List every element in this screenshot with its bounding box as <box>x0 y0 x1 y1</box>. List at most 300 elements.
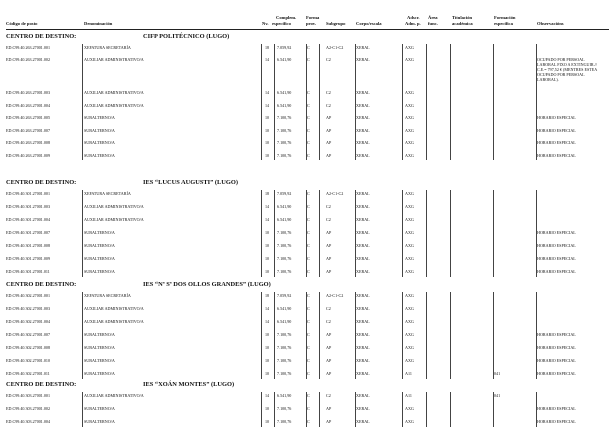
cell-nivel: 14 <box>265 393 270 398</box>
header-subgrupo: Subgrupo <box>326 21 346 26</box>
cell-complemento: 7.100,76 <box>277 370 292 376</box>
cell-subgrupo: C2 <box>326 305 331 311</box>
cell-observacions: HORARIO ESPECIAL <box>537 140 576 146</box>
cell-nivel: 14 <box>265 90 270 96</box>
cell-adscr: AXG <box>405 242 414 248</box>
column-divider <box>493 292 494 379</box>
cell-adscr: A11 <box>405 393 412 398</box>
cell-denominacion: SUBALTERNO/A <box>84 268 115 274</box>
cell-observacions: HORARIO ESPECIAL <box>537 357 576 363</box>
cell-corpo: XERAL <box>356 305 370 311</box>
column-divider <box>306 292 307 379</box>
table-row <box>6 419 609 431</box>
cell-nivel: 18 <box>265 293 270 298</box>
cell-codigo: ED.C99.40.303.27001.002 <box>6 405 51 411</box>
column-divider <box>319 292 320 379</box>
header-complemento-2: específico <box>272 21 291 26</box>
cell-forma: C <box>307 229 310 235</box>
cell-adscr: AXG <box>405 318 414 324</box>
cell-codigo: ED.C99.40.302.27001.010 <box>6 357 51 363</box>
cell-denominacion: AUXILIAR ADMINISTRATIVO/A <box>84 318 144 324</box>
cell-nivel: 10 <box>265 127 270 133</box>
cell-denominacion: SUBALTERNO/A <box>84 331 115 337</box>
cell-corpo: XERAL <box>356 203 370 209</box>
cell-nivel: 18 <box>265 191 270 196</box>
column-divider <box>536 190 537 277</box>
cell-codigo: ED.C99.40.301.27001.001 <box>6 191 51 196</box>
cell-forma: C <box>307 203 310 209</box>
cell-denominacion: AUXILIAR ADMINISTRATIVO/A <box>84 203 144 209</box>
cell-complemento: 7.100,76 <box>277 140 292 146</box>
cell-subgrupo: C2 <box>326 203 331 209</box>
column-divider <box>450 292 451 379</box>
cell-corpo: XERAL <box>356 318 370 324</box>
column-divider <box>274 190 275 277</box>
cell-nivel: 10 <box>265 357 270 363</box>
cell-forma: C <box>307 305 310 311</box>
cell-forma: C <box>307 115 310 121</box>
column-divider <box>261 392 262 427</box>
table-row <box>6 269 609 281</box>
cell-subgrupo: A2-C1-C2 <box>326 45 344 50</box>
cell-subgrupo: AP <box>326 418 332 424</box>
cell-adscr: AXG <box>405 203 414 209</box>
cell-complemento: 6.541,90 <box>277 393 292 398</box>
cell-codigo: ED.C99.40.302.27001.004 <box>6 318 51 324</box>
cell-nivel: 10 <box>265 115 270 121</box>
table-row <box>6 191 609 203</box>
cell-corpo: XERAL <box>356 229 370 235</box>
header-forma-2: prov. <box>306 21 316 26</box>
cell-adscr: AXG <box>405 90 414 96</box>
column-divider <box>402 44 403 160</box>
column-divider <box>536 292 537 379</box>
cell-denominacion: AUXILIAR ADMINISTRATIVO/A <box>84 57 144 63</box>
cell-denominacion: SUBALTERNO/A <box>84 152 115 158</box>
header-titulacion-2: académica <box>452 21 473 26</box>
cell-nivel: 10 <box>265 255 270 261</box>
cell-codigo: ED.C99.40.302.27001.008 <box>6 344 51 350</box>
cell-denominacion: AUXILIAR ADMINISTRATIVO/A <box>84 216 144 222</box>
cell-nivel: 10 <box>265 370 270 376</box>
cell-codigo: ED.C99.40.301.27001.007 <box>6 229 51 235</box>
cell-adscr: AXG <box>405 102 414 108</box>
cell-subgrupo: C2 <box>326 216 331 222</box>
section-label: CENTRO DE DESTINO: <box>6 281 77 288</box>
cell-corpo: XERAL <box>356 370 370 376</box>
cell-complemento: 6.541,90 <box>277 216 292 222</box>
cell-adscr: AXG <box>405 293 414 298</box>
cell-complemento: 6.541,90 <box>277 318 292 324</box>
cell-denominacion: SUBALTERNO/A <box>84 242 115 248</box>
cell-adscr: AXG <box>405 405 414 411</box>
header-codigo: Código de posto <box>6 21 38 26</box>
cell-codigo: ED.C99.40.303.27001.004 <box>6 418 51 424</box>
table-row <box>6 393 609 405</box>
column-divider <box>319 190 320 277</box>
cell-denominacion: AUXILIAR ADMINISTRATIVO/A <box>84 102 144 108</box>
cell-forma: C <box>307 216 310 222</box>
cell-corpo: XERAL <box>356 331 370 337</box>
table-row <box>6 103 609 115</box>
cell-complemento: 7.100,76 <box>277 344 292 350</box>
section-heading <box>6 381 235 388</box>
table-row <box>6 293 609 305</box>
cell-corpo: XERAL <box>356 216 370 222</box>
cell-adscr: AXG <box>405 152 414 158</box>
cell-forma: C <box>307 293 310 298</box>
cell-subgrupo: AP <box>326 370 332 376</box>
cell-denominacion: SUBALTERNO/A <box>84 140 115 146</box>
column-divider <box>450 190 451 277</box>
cell-nivel: 10 <box>265 152 270 158</box>
cell-subgrupo: C2 <box>326 318 331 324</box>
cell-corpo: XERAL <box>356 90 370 96</box>
cell-nivel: 14 <box>265 102 270 108</box>
cell-subgrupo: A2-C1-C2 <box>326 293 344 298</box>
cell-denominacion: XEFATURA SECRETARÍA <box>84 191 131 196</box>
cell-adscr: AXG <box>405 305 414 311</box>
cell-corpo: XERAL <box>356 242 370 248</box>
cell-forma: C <box>307 90 310 96</box>
cell-formacion: 041 <box>494 393 501 398</box>
cell-adscr: AXG <box>405 255 414 261</box>
cell-forma: C <box>307 127 310 133</box>
cell-corpo: XERAL <box>356 57 370 63</box>
cell-adscr: AXG <box>405 229 414 235</box>
cell-codigo: ED.C99.40.303.27001.001 <box>6 393 51 398</box>
cell-forma: C <box>307 370 310 376</box>
column-divider <box>319 392 320 427</box>
cell-observacions: HORARIO ESPECIAL <box>537 405 576 411</box>
cell-codigo: ED.C99.40.263.27001.003 <box>6 90 51 96</box>
cell-forma: C <box>307 140 310 146</box>
cell-observacions: HORARIO ESPECIAL <box>537 152 576 158</box>
cell-forma: C <box>307 405 310 411</box>
cell-subgrupo: AP <box>326 405 332 411</box>
cell-subgrupo: C2 <box>326 57 331 63</box>
section-centro: IES “Nª Sª DOS OLLOS GRANDES” (LUGO) <box>143 281 271 288</box>
cell-complemento: 6.541,90 <box>277 305 292 311</box>
cell-codigo: ED.C99.40.263.27001.008 <box>6 140 51 146</box>
cell-codigo: ED.C99.40.263.27001.002 <box>6 57 51 63</box>
column-divider <box>493 44 494 160</box>
cell-adscr: AXG <box>405 418 414 424</box>
cell-complemento: 6.541,90 <box>277 57 292 63</box>
cell-forma: C <box>307 268 310 274</box>
header-area-1: Área <box>428 15 438 20</box>
cell-forma: C <box>307 102 310 108</box>
header-formacion-1: Formación <box>494 15 516 20</box>
cell-observacions: HORARIO ESPECIAL <box>537 331 576 337</box>
column-divider <box>261 44 262 160</box>
cell-complemento: 7.059,92 <box>277 45 292 50</box>
cell-nivel: 14 <box>265 318 270 324</box>
table-row <box>6 243 609 255</box>
header-rule <box>6 29 609 30</box>
cell-complemento: 7.100,76 <box>277 255 292 261</box>
cell-complemento: 7.100,76 <box>277 127 292 133</box>
cell-codigo: ED.C99.40.302.27001.007 <box>6 331 51 337</box>
cell-forma: C <box>307 191 310 196</box>
cell-complemento: 7.059,92 <box>277 293 292 298</box>
column-divider <box>426 392 427 427</box>
cell-forma: C <box>307 242 310 248</box>
cell-observacions: OCUPADO POR PERSOAL LABORAL FIXO A EXTINGUIR.// C.E.= 797,52 € (MENTRES ESTEA OCUPADO POR PERSOAL LABORAL). <box>537 57 597 83</box>
cell-denominacion: SUBALTERNO/A <box>84 127 115 133</box>
cell-forma: C <box>307 393 310 398</box>
header-adscr-1: Adscr. <box>407 15 420 20</box>
header-observacions: Observacións <box>537 21 564 26</box>
table-row <box>6 406 609 418</box>
cell-subgrupo: AP <box>326 357 332 363</box>
cell-subgrupo: C2 <box>326 102 331 108</box>
header-area-2: func. <box>428 21 438 26</box>
column-divider <box>261 190 262 277</box>
cell-observacions: HORARIO ESPECIAL <box>537 115 576 121</box>
cell-denominacion: SUBALTERNO/A <box>84 405 115 411</box>
table-row <box>6 128 609 140</box>
column-divider <box>355 392 356 427</box>
cell-complemento: 7.100,76 <box>277 331 292 337</box>
table-row <box>6 345 609 357</box>
header-nivel: Nv. <box>262 21 269 26</box>
column-divider <box>82 44 83 160</box>
cell-denominacion: SUBALTERNO/A <box>84 370 115 376</box>
cell-complemento: 6.541,90 <box>277 203 292 209</box>
cell-nivel: 10 <box>265 405 270 411</box>
header-adscr-2: Adm. p. <box>405 21 421 26</box>
cell-corpo: XERAL <box>356 255 370 261</box>
table-row <box>6 358 609 370</box>
table-row <box>6 45 609 57</box>
cell-observacions: HORARIO ESPECIAL <box>537 255 576 261</box>
column-divider <box>82 392 83 427</box>
cell-denominacion: SUBALTERNO/A <box>84 357 115 363</box>
cell-subgrupo: C2 <box>326 90 331 96</box>
cell-corpo: XERAL <box>356 405 370 411</box>
header-formacion-2: específica <box>494 21 513 26</box>
cell-codigo: ED.C99.40.301.27001.011 <box>6 268 50 274</box>
cell-adscr: AXG <box>405 357 414 363</box>
column-divider <box>274 292 275 379</box>
column-divider <box>306 190 307 277</box>
header-corpo: Corpo/escala <box>356 21 382 26</box>
cell-codigo: ED.C99.40.263.27001.009 <box>6 152 51 158</box>
column-divider <box>426 44 427 160</box>
column-divider <box>355 44 356 160</box>
column-divider <box>402 292 403 379</box>
table-row <box>6 90 609 102</box>
cell-complemento: 6.541,90 <box>277 90 292 96</box>
cell-denominacion: SUBALTERNO/A <box>84 344 115 350</box>
table-row <box>6 332 609 344</box>
cell-observacions: HORARIO ESPECIAL <box>537 344 576 350</box>
cell-forma: C <box>307 344 310 350</box>
cell-corpo: XERAL <box>356 344 370 350</box>
cell-forma: C <box>307 45 310 50</box>
cell-corpo: XERAL <box>356 127 370 133</box>
section-centro: IES “LUCUS AUGUSTI” (LUGO) <box>143 179 238 186</box>
cell-codigo: ED.C99.40.263.27001.001 <box>6 45 51 50</box>
cell-adscr: AXG <box>405 191 414 196</box>
column-divider <box>450 44 451 160</box>
cell-codigo: ED.C99.40.302.27001.001 <box>6 293 51 298</box>
cell-adscr: AXG <box>405 127 414 133</box>
cell-complemento: 7.100,76 <box>277 405 292 411</box>
table-row <box>6 319 609 331</box>
cell-corpo: XERAL <box>356 293 370 298</box>
section-label: CENTRO DE DESTINO: <box>6 33 77 40</box>
cell-adscr: AXG <box>405 115 414 121</box>
cell-codigo: ED.C99.40.301.27001.009 <box>6 255 51 261</box>
column-divider <box>450 392 451 427</box>
cell-observacions: HORARIO ESPECIAL <box>537 418 576 424</box>
cell-complemento: 7.100,76 <box>277 229 292 235</box>
cell-nivel: 14 <box>265 57 270 63</box>
cell-codigo: ED.C99.40.302.27001.011 <box>6 370 50 376</box>
cell-forma: C <box>307 57 310 63</box>
table-row <box>6 217 609 229</box>
cell-denominacion: SUBALTERNO/A <box>84 418 115 424</box>
cell-denominacion: SUBALTERNO/A <box>84 229 115 235</box>
cell-complemento: 7.100,76 <box>277 152 292 158</box>
cell-subgrupo: AP <box>326 115 332 121</box>
table-row <box>6 115 609 127</box>
cell-nivel: 14 <box>265 305 270 311</box>
cell-nivel: 10 <box>265 344 270 350</box>
column-divider <box>319 44 320 160</box>
table-row <box>6 230 609 242</box>
cell-complemento: 7.100,76 <box>277 115 292 121</box>
cell-corpo: XERAL <box>356 393 370 398</box>
cell-nivel: 10 <box>265 242 270 248</box>
cell-corpo: XERAL <box>356 152 370 158</box>
column-divider <box>426 292 427 379</box>
cell-codigo: ED.C99.40.301.27001.008 <box>6 242 51 248</box>
column-divider <box>493 190 494 277</box>
column-divider <box>426 190 427 277</box>
cell-codigo: ED.C99.40.263.27001.007 <box>6 127 51 133</box>
cell-observacions: HORARIO ESPECIAL <box>537 127 576 133</box>
cell-nivel: 10 <box>265 418 270 424</box>
cell-subgrupo: AP <box>326 152 332 158</box>
column-divider <box>261 292 262 379</box>
cell-adscr: AXG <box>405 45 414 50</box>
cell-adscr: A11 <box>405 370 412 376</box>
cell-complemento: 7.100,76 <box>277 268 292 274</box>
cell-corpo: XERAL <box>356 418 370 424</box>
cell-nivel: 18 <box>265 45 270 50</box>
cell-complemento: 7.100,76 <box>277 418 292 424</box>
cell-nivel: 10 <box>265 268 270 274</box>
section-label: CENTRO DE DESTINO: <box>6 381 77 388</box>
column-divider <box>402 392 403 427</box>
section-heading <box>6 179 238 186</box>
cell-observacions: HORARIO ESPECIAL <box>537 229 576 235</box>
cell-nivel: 14 <box>265 216 270 222</box>
cell-codigo: ED.C99.40.301.27001.003 <box>6 203 51 209</box>
header-titulacion-1: Titulación <box>452 15 473 20</box>
section-label: CENTRO DE DESTINO: <box>6 179 77 186</box>
cell-observacions: HORARIO ESPECIAL <box>537 370 576 376</box>
cell-forma: C <box>307 255 310 261</box>
cell-corpo: XERAL <box>356 191 370 196</box>
table-row <box>6 140 609 152</box>
cell-adscr: AXG <box>405 140 414 146</box>
cell-subgrupo: AP <box>326 255 332 261</box>
cell-corpo: XERAL <box>356 102 370 108</box>
table-row <box>6 371 609 383</box>
cell-subgrupo: AP <box>326 268 332 274</box>
column-divider <box>536 392 537 427</box>
cell-corpo: XERAL <box>356 140 370 146</box>
cell-formacion: 041 <box>494 370 501 376</box>
column-divider <box>274 392 275 427</box>
cell-forma: C <box>307 357 310 363</box>
column-divider <box>493 392 494 427</box>
cell-forma: C <box>307 152 310 158</box>
table-row <box>6 306 609 318</box>
column-divider <box>274 44 275 160</box>
cell-nivel: 10 <box>265 331 270 337</box>
cell-complemento: 7.100,76 <box>277 242 292 248</box>
cell-codigo: ED.C99.40.263.27001.004 <box>6 102 51 108</box>
cell-subgrupo: C2 <box>326 393 331 398</box>
table-row <box>6 204 609 216</box>
cell-subgrupo: A2-C1-C2 <box>326 191 344 196</box>
column-divider <box>355 190 356 277</box>
section-heading <box>6 33 230 40</box>
cell-forma: C <box>307 331 310 337</box>
cell-denominacion: AUXILIAR ADMINISTRATIVO/A <box>84 393 144 398</box>
cell-corpo: XERAL <box>356 45 370 50</box>
cell-adscr: AXG <box>405 57 414 63</box>
cell-observacions: HORARIO ESPECIAL <box>537 268 576 274</box>
cell-corpo: XERAL <box>356 115 370 121</box>
table-row <box>6 256 609 268</box>
cell-adscr: AXG <box>405 268 414 274</box>
column-divider <box>536 44 537 160</box>
cell-nivel: 10 <box>265 229 270 235</box>
cell-adscr: AXG <box>405 344 414 350</box>
column-divider <box>355 292 356 379</box>
section-centro: CIFP POLITÉCNICO (LUGO) <box>143 33 230 40</box>
cell-denominacion: SUBALTERNO/A <box>84 115 115 121</box>
cell-codigo: ED.C99.40.263.27001.005 <box>6 115 51 121</box>
cell-adscr: AXG <box>405 216 414 222</box>
table-row <box>6 57 609 83</box>
cell-complemento: 6.541,90 <box>277 102 292 108</box>
column-divider <box>306 392 307 427</box>
cell-denominacion: SUBALTERNO/A <box>84 255 115 261</box>
cell-forma: C <box>307 318 310 324</box>
cell-subgrupo: AP <box>326 127 332 133</box>
header-denominacion: Denominación <box>84 21 113 26</box>
column-divider <box>402 190 403 277</box>
cell-nivel: 10 <box>265 140 270 146</box>
cell-denominacion: AUXILIAR ADMINISTRATIVO/A <box>84 90 144 96</box>
cell-denominacion: XEFATURA SECRETARÍA <box>84 293 131 298</box>
cell-subgrupo: AP <box>326 242 332 248</box>
column-divider <box>82 292 83 379</box>
cell-nivel: 14 <box>265 203 270 209</box>
cell-adscr: AXG <box>405 331 414 337</box>
column-divider <box>306 44 307 160</box>
cell-observacions: HORARIO ESPECIAL <box>537 242 576 248</box>
cell-complemento: 7.059,92 <box>277 191 292 196</box>
cell-subgrupo: AP <box>326 140 332 146</box>
